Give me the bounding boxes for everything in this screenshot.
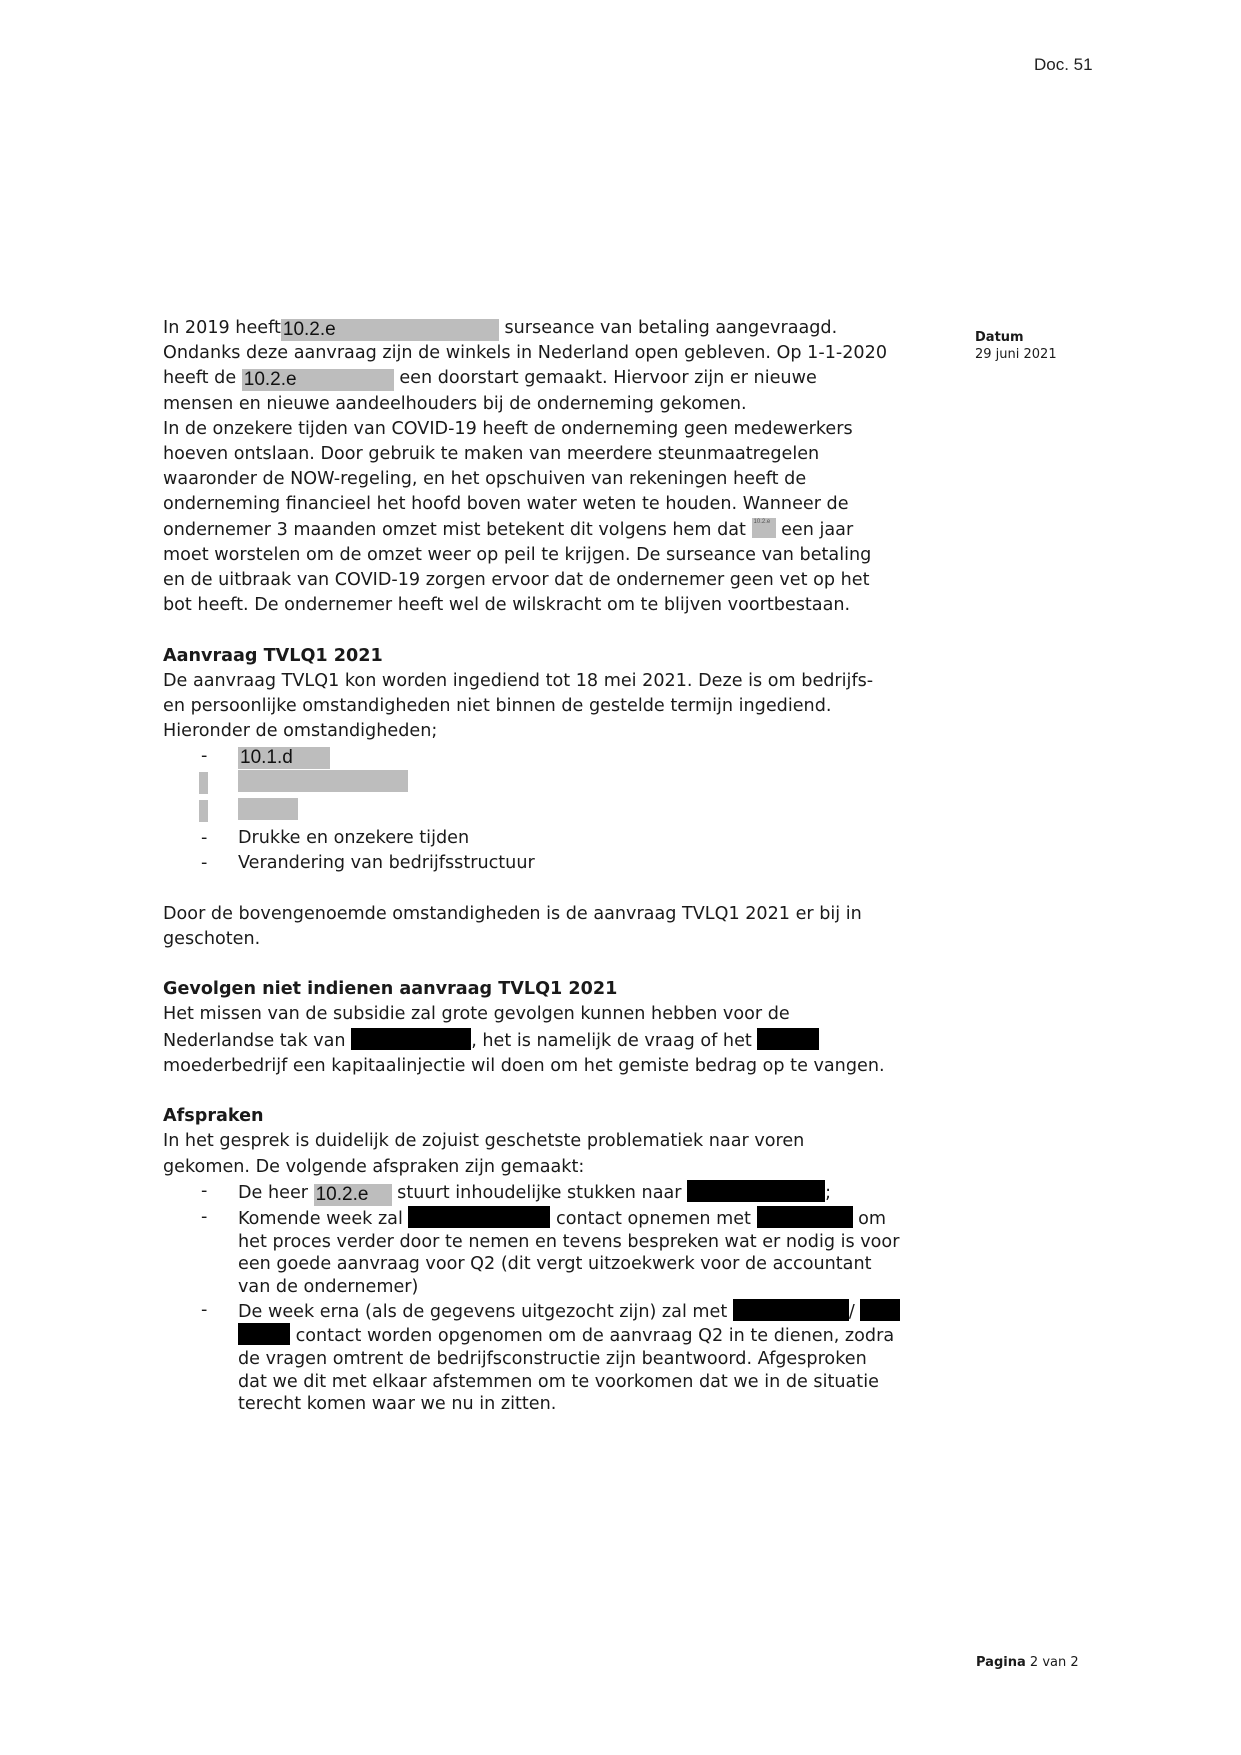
text: De week erna (als de gegevens uitgezocht zijn) zal met <box>238 1301 733 1322</box>
list-item: - De week erna (als de gegevens uitgezocht zijn) zal met / contact worden opgenomen om de aanvraag Q2 in te dienen, zodra de vragen omtrent de bedrijfsconstructie zijn beantwoord. Afgesproken dat we dit met elkaar afstemmen om te voorkomen dat we in de situatie terecht komen waar we nu in zitten. <box>163 1299 963 1417</box>
text: ondernemer 3 maanden omzet mist betekent dit volgens hem dat <box>163 519 752 540</box>
redacted-field <box>860 1299 900 1321</box>
redacted-field <box>238 1323 290 1345</box>
text-line: Ondanks deze aanvraag zijn de winkels in Nederland open gebleven. Op 1-1-2020 <box>163 343 888 364</box>
text-line <box>163 1028 963 1054</box>
page-prefix: Pagina <box>976 1655 1026 1670</box>
text: contact worden opgenomen om de aanvraag Q2 in te dienen, zodra <box>290 1326 895 1347</box>
text-line: waaronder de NOW-regeling, en het opschuiven van rekeningen heeft de <box>163 469 807 490</box>
text: contact opnemen met <box>550 1208 757 1229</box>
text-line: Door de bovengenoemde omstandigheden is de aanvraag TVLQ1 2021 er bij in <box>163 903 862 924</box>
text-line: en persoonlijke omstandigheden niet binnen de gestelde termijn ingediend. <box>163 696 832 717</box>
text-line <box>163 518 963 543</box>
section-title: Gevolgen niet indienen aanvraag TVLQ1 2021 <box>163 979 618 1000</box>
text-line: De aanvraag TVLQ1 kon worden ingediend tot 18 mei 2021. Deze is om bedrijfs- <box>163 670 874 691</box>
redacted-field: 10.2.e <box>242 369 394 391</box>
text-line: hoeven ontslaan. Door gebruik te maken van meerdere steunmaatregelen <box>163 444 820 465</box>
text: , het is namelijk de vraag of het <box>471 1030 758 1051</box>
text: om <box>852 1208 887 1229</box>
section-title: Afspraken <box>163 1106 264 1127</box>
redacted-field <box>238 798 298 820</box>
list-item: - Drukke en onzekere tijden <box>201 828 470 849</box>
text: een doorstart gemaakt. Hiervoor zijn er nieuwe <box>393 368 817 389</box>
redacted-field <box>757 1206 853 1228</box>
text-line: geschoten. <box>163 928 261 949</box>
date-label: Datum <box>975 330 1024 345</box>
list-item <box>163 798 963 826</box>
text-line: een goede aanvraag voor Q2 (dit vergt uitzoekwerk voor de accountant <box>238 1254 872 1275</box>
agreements-list <box>163 1180 963 1416</box>
redaction-bar <box>199 772 208 794</box>
page-current: 2 <box>1029 1655 1039 1670</box>
text: Nederlandse tak van <box>163 1030 352 1051</box>
list-item: - Verandering van bedrijfsstructuur <box>201 853 535 874</box>
date-value: 29 juni 2021 <box>975 347 1057 362</box>
intro-paragraph <box>163 316 963 618</box>
text-line <box>163 366 963 391</box>
redacted-field: 10.2.e <box>281 319 499 341</box>
text-line: terecht komen waar we nu in zitten. <box>238 1394 557 1415</box>
page-separator: van <box>1042 1655 1067 1670</box>
text-line: onderneming financieel het hoofd boven water weten te houden. Wanneer de <box>163 494 849 515</box>
section-title: Aanvraag TVLQ1 2021 <box>163 645 383 666</box>
redacted-field <box>757 1028 819 1050</box>
circumstances-list <box>163 744 963 876</box>
document-body <box>163 316 963 1416</box>
page-number <box>976 1655 1079 1670</box>
text: stuurt inhoudelijke stukken naar <box>391 1182 688 1203</box>
list-item: - Komende week zal contact opnemen met om het proces verder door te nemen en tevens bespreken wat er nodig is voor een goede aanvraag voor Q2 (dit vergt uitzoekwerk voor de accountant van de ondernemer) <box>163 1206 963 1299</box>
text-line: gekomen. De volgende afspraken zijn gemaakt: <box>163 1156 585 1177</box>
text-line: de vragen omtrent de bedrijfsconstructie zijn beantwoord. Afgesproken <box>238 1349 867 1370</box>
redaction-bar <box>199 800 208 822</box>
text-line <box>163 316 963 341</box>
redacted-field <box>351 1028 471 1050</box>
redacted-field <box>408 1206 550 1228</box>
text-line: In het gesprek is duidelijk de zojuist geschetste problematiek naar voren <box>163 1131 805 1152</box>
text-line: Het missen van de subsidie zal grote gevolgen kunnen hebben voor de <box>163 1004 790 1025</box>
text: De heer <box>238 1182 314 1203</box>
text-line: moederbedrijf een kapitaalinjectie wil doen om het gemiste bedrag op te vangen. <box>163 1055 885 1076</box>
redacted-field <box>238 770 408 792</box>
text: Komende week zal <box>238 1208 409 1229</box>
redacted-field <box>733 1299 849 1321</box>
redacted-field: 10.2.e <box>752 518 776 538</box>
page-total: 2 <box>1070 1655 1079 1670</box>
text-line: van de ondernemer) <box>238 1276 419 1297</box>
redacted-field: 10.2.e <box>314 1184 392 1206</box>
text: In 2019 heeft <box>163 318 281 338</box>
list-item-text: Drukke en onzekere tijden <box>238 828 470 849</box>
text-line: en de uitbraak van COVID-19 zorgen ervoor dat de ondernemer geen vet op het <box>163 570 870 591</box>
doc-number: Doc. 51 <box>1034 55 1093 74</box>
text: heeft de <box>163 368 242 389</box>
text-line: Hieronder de omstandigheden; <box>163 721 438 742</box>
list-item: - De heer 10.2.e stuurt inhoudelijke stukken naar ; <box>201 1180 832 1205</box>
list-item: - 10.1.d <box>163 744 963 769</box>
redacted-field: 10.1.d <box>238 747 330 769</box>
text-line: mensen en nieuwe aandeelhouders bij de onderneming gekomen. <box>163 393 747 414</box>
list-item-text: Verandering van bedrijfsstructuur <box>238 853 535 874</box>
redacted-field <box>687 1180 825 1202</box>
text: surseance van betaling aangevraagd. <box>498 318 838 338</box>
text: / <box>848 1301 861 1322</box>
list-item <box>163 770 963 798</box>
text-line: bot heeft. De ondernemer heeft wel de wilskracht om te blijven voortbestaan. <box>163 595 851 616</box>
text-line: moet worstelen om de omzet weer op peil te krijgen. De surseance van betaling <box>163 544 872 565</box>
text-line: dat we dit met elkaar afstemmen om te voorkomen dat we in de situatie <box>238 1371 879 1392</box>
text-line: In de onzekere tijden van COVID-19 heeft de onderneming geen medewerkers <box>163 418 853 439</box>
text: ; <box>825 1182 832 1203</box>
text: een jaar <box>775 519 854 540</box>
text-line <box>238 1323 963 1348</box>
document-meta <box>975 329 1057 363</box>
text-line: het proces verder door te nemen en tevens bespreken wat er nodig is voor <box>238 1231 900 1252</box>
